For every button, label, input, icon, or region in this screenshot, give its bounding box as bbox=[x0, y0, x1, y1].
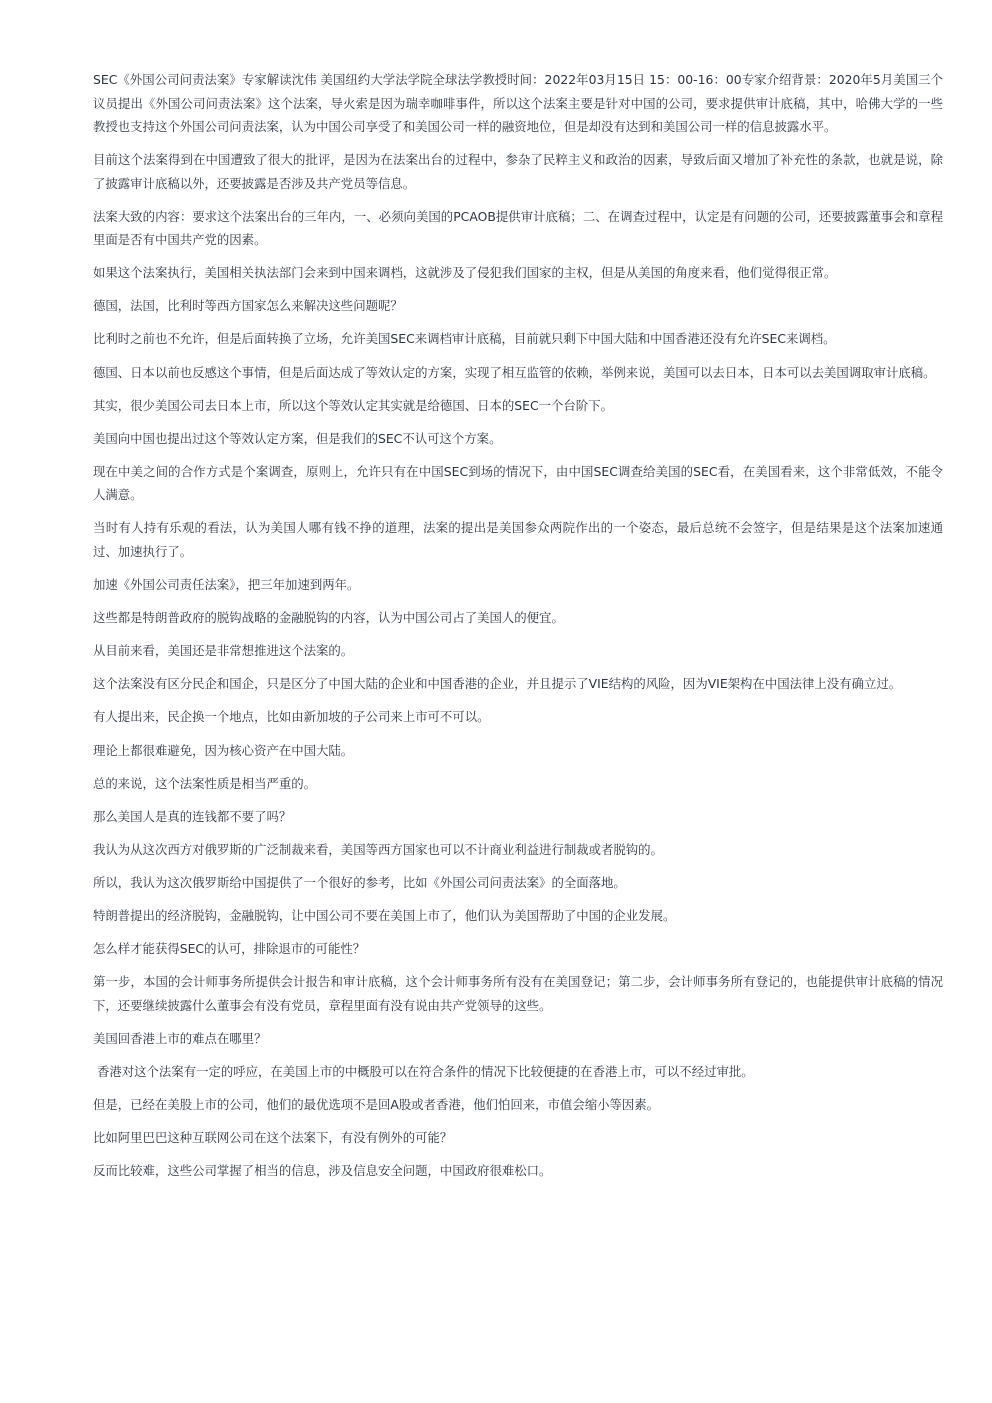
paragraph: 香港对这个法案有一定的呼应，在美国上市的中概股可以在符合条件的情况下比较便捷的在香港上市，可以不经过审批。 bbox=[93, 1063, 754, 1079]
paragraph: 但是，已经在美股上市的公司，他们的最优选项不是回A股或者香港，他们怕回来，市值会缩小等因素。 bbox=[93, 1096, 660, 1112]
paragraph: 特朗普提出的经济脱钩，金融脱钩，让中国公司不要在美国上市了，他们认为美国帮助了中国的企业发展。 bbox=[93, 907, 676, 923]
paragraph: 第一步，本国的会计师事务所提供会计报告和审计底稿，这个会计师事务所有没有在美国登记；第二步，会计师事务所有登记的，也能提供审计底稿的情况下，还要继续披露什么董事会有没有党员，章程里面有没有说由共产党领导的这些。 bbox=[93, 974, 943, 1013]
paragraph: 法案大致的内容：要求这个法案出台的三年内，一、必须向美国的PCAOB提供审计底稿；二、在调查过程中，认定是有问题的公司，还要披露董事会和章程里面是否有中国共产党的因素。 bbox=[93, 208, 943, 248]
paragraph: 德国、日本以前也反感这个事情，但是后面达成了等效认定的方案，实现了相互监管的依赖，举例来说，美国可以去日本，日本可以去美国调取审计底稿。 bbox=[93, 364, 936, 380]
paragraph: 这些都是特朗普政府的脱钩战略的金融脱钩的内容，认为中国公司占了美国人的便宜。 bbox=[93, 610, 564, 626]
paragraph: 这个法案没有区分民企和国企，只是区分了中国大陆的企业和中国香港的企业，并且提示了VIE结构的风险，因为VIE架构在中国法律上没有确立过。 bbox=[93, 676, 902, 692]
paragraph-question: 美国回香港上市的难点在哪里？ bbox=[93, 1030, 267, 1046]
paragraph: 其实，很少美国公司去日本上市，所以这个等效认定其实就是给德国、日本的SEC一个台阶下。 bbox=[93, 397, 613, 413]
paragraph: 现在中美之间的合作方式是个案调查，原则上，允许只有在中国SEC到场的情况下，由中国SEC调查给美国的SEC看，在美国看来，这个非常低效，不能令人满意。 bbox=[93, 463, 943, 503]
paragraph-intro: SEC《外国公司问责法案》专家解读沈伟 美国纽约大学法学院全球法学教授时间：2022年03月15日 15：00-16：00专家介绍背景：2020年5月美国三个议员提出《外国公司问责法案》这个法案，导火索是因为瑞幸咖啡事件，所以这个法案主要是针对中国的公司，要求提供审计底稿，其中，哈佛大学的一些教授也支持这个外国公司问责法案，认为中国公司享受了和美国公司一样的融资地位，但是却没有达到和美国公司一样的信息披露水平。 bbox=[93, 72, 943, 134]
document-body bbox=[93, 68, 943, 1192]
paragraph: 我认为从这次西方对俄罗斯的广泛制裁来看，美国等西方国家也可以不计商业利益进行制裁或者脱钩的。 bbox=[93, 841, 663, 857]
paragraph: 美国向中国也提出过这个等效认定方案，但是我们的SEC不认可这个方案。 bbox=[93, 430, 502, 446]
paragraph: 从目前来看，美国还是非常想推进这个法案的。 bbox=[93, 643, 354, 659]
paragraph: 如果这个法案执行，美国相关执法部门会来到中国来调档，这就涉及了侵犯我们国家的主权，但是从美国的角度来看，他们觉得很正常。 bbox=[93, 265, 837, 281]
paragraph-question: 怎么样才能获得SEC的认可，排除退市的可能性？ bbox=[93, 941, 366, 957]
paragraph-question: 德国，法国，比利时等西方国家怎么来解决这些问题呢？ bbox=[93, 298, 403, 314]
paragraph: 加速《外国公司责任法案》，把三年加速到两年。 bbox=[93, 577, 360, 593]
paragraph: 当时有人持有乐观的看法，认为美国人哪有钱不挣的道理，法案的提出是美国参众两院作出的一个姿态，最后总统不会签字，但是结果是这个法案加速通过、加速执行了。 bbox=[93, 520, 943, 559]
paragraph: 所以，我认为这次俄罗斯给中国提供了一个很好的参考，比如《外国公司问责法案》的全面落地。 bbox=[93, 874, 626, 890]
paragraph: 总的来说，这个法案性质是相当严重的。 bbox=[93, 775, 317, 791]
paragraph: 反而比较难，这些公司掌握了相当的信息，涉及信息安全问题，中国政府很难松口。 bbox=[93, 1163, 552, 1179]
paragraph-question: 比如阿里巴巴这种互联网公司在这个法案下，有没有例外的可能？ bbox=[93, 1130, 453, 1146]
paragraph: 有人提出来，民企换一个地点，比如由新加坡的子公司来上市可不可以。 bbox=[93, 709, 490, 725]
paragraph: 理论上都很难避免，因为核心资产在中国大陆。 bbox=[93, 742, 354, 758]
paragraph-question: 那么美国人是真的连钱都不要了吗？ bbox=[93, 808, 292, 824]
paragraph: 比利时之前也不允许，但是后面转换了立场，允许美国SEC来调档审计底稿，目前就只剩下中国大陆和中国香港还没有允许SEC来调档。 bbox=[93, 331, 836, 347]
paragraph: 目前这个法案得到在中国遭致了很大的批评，是因为在法案出台的过程中，参杂了民粹主义和政治的因素，导致后面又增加了补充性的条款，也就是说，除了披露审计底稿以外，还要披露是否涉及共产党员等信息。 bbox=[93, 152, 943, 191]
